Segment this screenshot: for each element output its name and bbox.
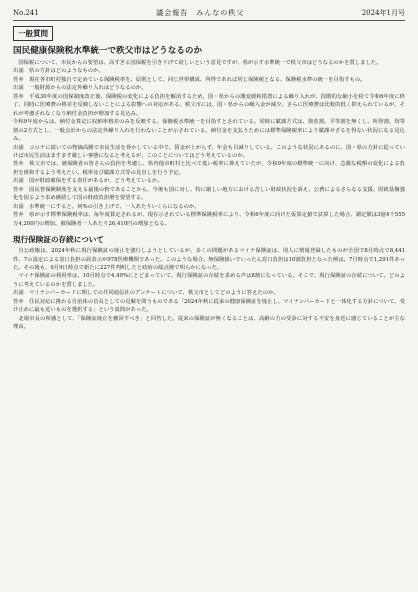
- body-paragraph: 令和9年度からは、納付金算定に収納率格差のみを反映する、保険税水準統一を目指すとされている。同時に賦課方式は、資産割、平等割を無くし、所得割、均等割の2方式とし、一般会計からの法定外繰り入れを行わないことが示されている。納付金を支払うためには標準保険税率により賦課せざるを得ない状況になる見込み。: [13, 119, 405, 143]
- body-paragraph: 国保税について、市民からの要望は、高すぎる国保税を引き下げて欲しいという意見ですが、県が示す水準統一で秩父市はどうなるのかを質しました。: [13, 60, 382, 66]
- body-paragraph: 自公政権は、2024年秋に現行保険証の廃止を強行しようとしているが、多くの問題があるマイナ保険証は、別人に情報登録したものが全国で8月時点で8,441件、7の設定による窓口負担の誤表示が978医療機関であった。このような場合、無保険扱いでいったん窓口負担は10割負担となった例は、7月時点で1,291件あった。その後も、9月9日時点で新たに227件判明したと政府の総点検で明らかになった。: [13, 248, 405, 271]
- body-paragraph: 出浦 水準統一にすると、何%の引き上げで、一人あたりいくらになるのか。: [13, 203, 200, 210]
- body-paragraph: 出浦 県の方針はどのようなものか。: [13, 68, 104, 75]
- body-paragraph: 出浦 マイナンバーカードに関しての共同通信社のアンケートについて、秩父市としてどのように答えたのか。: [13, 290, 279, 297]
- body-paragraph: 出浦 国が財政確保をする責任があるが、どう考えているか。: [13, 178, 163, 185]
- body-paragraph: 北堀市長の所感として、「保険証廃止を撤回すべき」と回答した。従来の保険証が無くなることは、高齢の方の受診に対する不安を身近に感じていることが主な理由。: [13, 315, 405, 331]
- body-paragraph: 答弁 県が示す標準保険税率は、毎年度算定されるが、現在示されている標準保険税率により、令和6年度に向けた仮算定値で試算した場合、調定額は3億4千555万4,200円の増加、被保険者一人あたり26,410円の増加となる。: [13, 212, 405, 227]
- section-title: 現行保険証の存続について: [13, 235, 104, 245]
- body-paragraph: 答弁 現在各市町村独自で定めている保険税率を、原則として、同じ世帯構成、所得であれば同じ保険税となる、保険税水準の統一を目指すもの。: [13, 76, 366, 83]
- article-title: 国民健康保険税水準統一で秩父市はどうなるのか: [13, 46, 203, 56]
- newsletter-title: 議会報告 みんなの秩父: [156, 9, 245, 17]
- body-paragraph: 答弁 平成30年度の国保制度改正後、保険税の変化による負担を解消するため、国・県からの激変緩和措置による繰り入れが、段階的な縮小を経て令和6年度に終了、同時に医療費の格差を反映しないことによる影響への対応がある。秩父市には、国・県からの繰入金が減少、さらに医療費は比較的低く抑えられているが、それが考慮されなくなり納付金負担が増加する見込み。: [13, 93, 405, 117]
- section-tag: 一般質問: [13, 26, 53, 41]
- body-paragraph: 答弁 住民対応に携わる自治体の首長としての見解を問うものである「2024年秋に従来の健康保険証を廃止し、マイナンバーカードと一体化する方針について、受け止めに最も近いものを選択する」という設問があった。: [13, 298, 405, 314]
- body-paragraph: 出浦 コロナに続いての物価高騰で市民生活を脅かしている中で、賃金が上がらず、年金も目減りしている。このような状況にあるのに、国・県の方針に従っていけば市民生活はますます厳しい事態になると考えるが、このことについてはどう考えているのか。: [13, 144, 405, 159]
- issue-date: 2024年1月号: [361, 9, 405, 17]
- page-header: [13, 8, 405, 21]
- issue-number: No.241: [13, 9, 39, 17]
- body-paragraph: マイナ保険証の利用率は、10月時点で4.49%にとどまっていて、現行保険証の存続を求める声は8割になっている。そこで、現行保険証の存続について、どのように考えているのかを質しました。: [13, 273, 405, 288]
- body-paragraph: 答弁 秩父市では、被保険者の皆さんの負担を考慮し、県内他市町村と比べて低い税率に抑えていたが、令和9年度の標準統一に向け、急激な税額の変化による負担を緩和するよう考えたい。税率及び賦課方式等の見直しを行う予定。: [13, 161, 405, 176]
- body-paragraph: 答弁 国民皆保険制度を支える最後の砦であることから、今後も国に対し、特に厳しい地方における苦しい財政状況を訴え、公費によるさらなる支援、財政基盤強化を図るよう求め継続して国の財政負担増を要望する。: [13, 186, 405, 202]
- body-paragraph: 出浦 一般財源からの法定外繰り入れはどうなるのか。: [13, 85, 147, 92]
